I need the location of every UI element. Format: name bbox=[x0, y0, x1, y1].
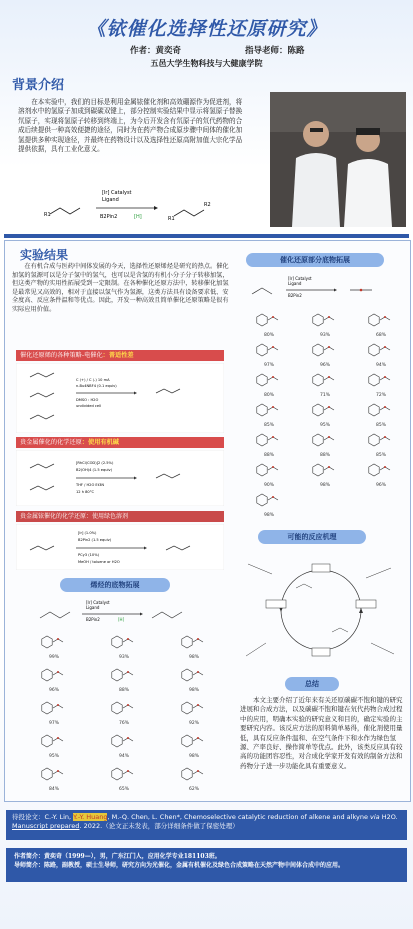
substrate-product bbox=[369, 464, 390, 488]
author-bio-box bbox=[6, 848, 407, 882]
svg-text:Ligand: Ligand bbox=[86, 605, 100, 610]
olefin-label-dot bbox=[127, 770, 129, 772]
intro-reaction-scheme bbox=[44, 180, 224, 224]
olefin-product bbox=[112, 735, 133, 759]
citation-h2o: H2O. bbox=[379, 813, 398, 821]
results-heading: 实验结果 bbox=[20, 248, 69, 262]
citation-highlight-author: Y.-Y. Huang bbox=[73, 813, 108, 821]
olefin-yield: 95% bbox=[49, 754, 60, 759]
olefin-ring bbox=[112, 669, 122, 681]
substrate-label-dot bbox=[328, 406, 330, 408]
substrate-label-dot bbox=[328, 436, 330, 438]
substrate-yield: 96% bbox=[376, 483, 387, 488]
noble-metal-scheme bbox=[16, 450, 224, 506]
olefin-ring bbox=[182, 669, 192, 681]
substrate-product bbox=[369, 374, 390, 398]
substrate-yield: 80% bbox=[264, 333, 275, 338]
substrate-yield: 90% bbox=[264, 483, 275, 488]
olefin-yield: 97% bbox=[49, 721, 60, 726]
substrate-product bbox=[313, 314, 334, 338]
svg-text:R1: R1 bbox=[44, 212, 51, 218]
olefin-ring bbox=[182, 768, 192, 780]
olefin-label-dot bbox=[57, 638, 59, 640]
mechanism-heading: 可能的反应机理 bbox=[258, 530, 366, 544]
olefin-ring bbox=[112, 735, 122, 747]
results-text: 在有机合成与医药中间体发展的今天，选择性还原烯烃是研究的热点。催化加氢的氢源可以是分子氢中的氢气，也可以是含氢的有机小分子分子转移加氢，但这类产物的实用性拓展受到一定限制。在各种催化还原方法中，转移催化加氢是最常见又高效的，相对于直接以氢气作为氢源，这类方法具有设备要求低、安全度高、反应条件温和等优点。因此，开发一种高效且简单催化还原策略是很有实际应用价值。 bbox=[12, 263, 229, 313]
olefin-product bbox=[112, 636, 133, 660]
substrate-label-dot bbox=[328, 316, 330, 318]
section-divider bbox=[4, 234, 409, 238]
substrate-label-dot bbox=[272, 466, 274, 468]
svg-text:[Ir] Catalyst: [Ir] Catalyst bbox=[288, 276, 312, 281]
substrate-product bbox=[369, 404, 390, 428]
svg-text:DMSO : H2O: DMSO : H2O bbox=[76, 398, 99, 402]
olefin-label-dot bbox=[127, 737, 129, 739]
olefin-product bbox=[112, 768, 133, 792]
olefin-yield: 88% bbox=[119, 688, 130, 693]
olefin-products-grid bbox=[18, 630, 228, 798]
substrate-label-dot bbox=[328, 376, 330, 378]
olefin-product bbox=[42, 702, 63, 726]
olefin-ring bbox=[112, 702, 122, 714]
substrate-product bbox=[369, 434, 390, 458]
substrate-scope-heading: 催化还原部分底物拓展 bbox=[246, 253, 384, 267]
svg-text:PCy3 (10%): PCy3 (10%) bbox=[78, 553, 100, 557]
olefin-product bbox=[182, 768, 203, 792]
olefin-label-dot bbox=[197, 770, 199, 772]
olefin-product bbox=[182, 735, 203, 759]
olefin-yield: 94% bbox=[119, 754, 130, 759]
substrate-yield: 85% bbox=[376, 423, 387, 428]
olefin-yield: 98% bbox=[189, 688, 200, 693]
summary-text: 本文主要介绍了近年来有关还原碳碳不饱和键的研究进展和合成方法，以及碳碳不饱和键在氘代药物合成过程中的应用，明确本实验的研究意义和目的，确定实验的主要研究内容。该反应方法的原料简单易得，催化剂使用量低，具有反应条件温和、在空气条件下和水作为绿色氢源、产率良好、操作简单等优点。此外，该类反应具有较高的功能团容忍性，对合成化学家开发有效的制备方法和药物分子进一步功能化具有重要意义。 bbox=[240, 696, 403, 770]
olefin-label-dot bbox=[197, 671, 199, 673]
olefin-product bbox=[42, 636, 63, 660]
substrate-ring bbox=[257, 494, 267, 506]
substrate-yield: 68% bbox=[376, 333, 387, 338]
strategy-bar-noble-tag: ：使用有机碱 bbox=[81, 439, 119, 446]
svg-text:C (+) / C (-) 10 mA: C (+) / C (-) 10 mA bbox=[76, 378, 110, 382]
substrate-yield: 88% bbox=[264, 453, 275, 458]
background-heading: 背景介绍 bbox=[12, 78, 65, 93]
substrate-product bbox=[369, 314, 390, 338]
citation-year: . 2022. bbox=[79, 822, 103, 830]
substrate-ring bbox=[257, 374, 267, 386]
substrate-label-dot bbox=[272, 346, 274, 348]
svg-text:[RhCl(COD)]2 (2.5%): [RhCl(COD)]2 (2.5%) bbox=[76, 461, 114, 465]
svg-text:B2Pin2: B2Pin2 bbox=[288, 293, 302, 298]
svg-text:R1: R1 bbox=[168, 216, 175, 222]
olefin-label-dot bbox=[57, 770, 59, 772]
citation-prefix: 待投论文：C.-Y. Lin, bbox=[12, 813, 74, 821]
substrate-label-dot bbox=[328, 346, 330, 348]
substrate-label-dot bbox=[384, 466, 386, 468]
svg-text:[Ir] (1.0%): [Ir] (1.0%) bbox=[78, 531, 97, 535]
substrate-ring bbox=[313, 464, 323, 476]
substrate-label-dot bbox=[272, 436, 274, 438]
olefin-ring bbox=[42, 636, 52, 648]
citation-title: , M.-Q. Chen, L. Chen*, Chemoselective catalytic reduction of alkene and alkyne bbox=[107, 813, 371, 821]
olefin-label-dot bbox=[127, 638, 129, 640]
summary-heading: 总结 bbox=[285, 677, 339, 691]
olefin-label-dot bbox=[197, 704, 199, 706]
strategy-bar-noble-label: 贵金属催化的化学还原 bbox=[20, 439, 82, 446]
substrate-yield: 97% bbox=[264, 363, 275, 368]
strategy-bar-noble bbox=[16, 437, 224, 448]
olefin-product bbox=[182, 669, 203, 693]
olefin-label-dot bbox=[197, 737, 199, 739]
svg-text:MeOH / toluene or H2O: MeOH / toluene or H2O bbox=[78, 560, 120, 564]
author-bio: 作者简介：黄奕奇（1999—），男，广东江门人，应用化学专业181103班。 bbox=[14, 853, 221, 860]
svg-text:B2Pin2 (1.5 equiv): B2Pin2 (1.5 equiv) bbox=[78, 538, 112, 542]
svg-text:[H]: [H] bbox=[118, 617, 125, 622]
olefin-product bbox=[112, 702, 133, 726]
olefin-yield: 93% bbox=[119, 655, 130, 660]
strategy-bar-iridium bbox=[16, 511, 224, 522]
olefin-ring bbox=[42, 702, 52, 714]
substrate-yield: 98% bbox=[264, 513, 275, 518]
substrate-yield: 96% bbox=[320, 363, 331, 368]
poster-title: 《铱催化选择性还原研究》 bbox=[86, 18, 327, 40]
substrate-scheme bbox=[246, 270, 396, 304]
olefin-yield: 65% bbox=[119, 787, 130, 792]
svg-text:[Ir] Catalyst: [Ir] Catalyst bbox=[86, 600, 110, 605]
substrate-ring bbox=[313, 314, 323, 326]
substrate-label-dot bbox=[272, 406, 274, 408]
substrate-label-dot bbox=[384, 346, 386, 348]
substrate-ring bbox=[369, 434, 379, 446]
olefin-yield: 62% bbox=[189, 787, 200, 792]
substrate-ring bbox=[313, 404, 323, 416]
substrate-ring bbox=[369, 404, 379, 416]
school-name: 五邑大学生物科技与大健康学院 bbox=[150, 59, 263, 68]
svg-text:undivided cell: undivided cell bbox=[76, 404, 102, 408]
substrate-ring bbox=[369, 314, 379, 326]
olefin-product bbox=[182, 636, 203, 660]
substrate-product bbox=[257, 374, 278, 398]
substrate-product bbox=[257, 464, 278, 488]
strategy-bar-iridium-label: 贵金属铱催化的化学还原 bbox=[20, 513, 87, 520]
olefin-ring bbox=[112, 768, 122, 780]
citation-manuscript: Manuscript prepared bbox=[12, 822, 80, 830]
olefin-yield: 96% bbox=[49, 688, 60, 693]
substrate-label-dot bbox=[384, 436, 386, 438]
svg-text:n-Bu4NBF4 (0.1 equiv): n-Bu4NBF4 (0.1 equiv) bbox=[76, 384, 117, 388]
substrate-product bbox=[369, 344, 390, 368]
svg-text:B2(OH)4 (1.5 equiv): B2(OH)4 (1.5 equiv) bbox=[76, 468, 113, 472]
olefin-ring bbox=[42, 768, 52, 780]
olefin-scheme bbox=[30, 596, 200, 626]
olefin-product bbox=[182, 702, 203, 726]
iridium-scheme bbox=[16, 524, 224, 570]
substrate-product bbox=[257, 314, 278, 338]
olefin-ring bbox=[112, 636, 122, 648]
olefin-label-dot bbox=[127, 671, 129, 673]
svg-text:B2Pin2: B2Pin2 bbox=[86, 617, 100, 622]
olefin-yield: 99% bbox=[49, 655, 60, 660]
substrate-yield: 72% bbox=[376, 393, 387, 398]
substrate-label-dot bbox=[384, 376, 386, 378]
substrate-ring bbox=[257, 464, 267, 476]
svg-text:B2Pin2: B2Pin2 bbox=[100, 214, 118, 220]
olefin-ring bbox=[182, 636, 192, 648]
substrate-label-dot bbox=[272, 316, 274, 318]
svg-text:12 h 80°C: 12 h 80°C bbox=[76, 490, 95, 494]
olefin-yield: 76% bbox=[119, 721, 130, 726]
citation-box bbox=[6, 810, 407, 840]
strategy-bar-electro-tag: ：普适性差 bbox=[102, 352, 134, 359]
strategy-bar-electro-label: 催化还原烯的各种策略-电催化 bbox=[20, 352, 103, 359]
substrate-ring bbox=[313, 434, 323, 446]
author-name: 作者：黄奕奇 bbox=[130, 46, 182, 56]
substrate-product bbox=[313, 404, 334, 428]
background-text: 在本实验中，我们的目标是利用金属铱催化剂和高效硼源作为促进剂，将溶剂水中的氢原子加成到碳碳双键上，部分控制实验结果中显示将氢原子替换氘原子，实现将氢原子转移到终端上，为今后开发含有氘原子的氘代药物的合成后续提供一种高效便捷的途径，同时为在药产物合成原步骤中间体的催化加氢提供多种实现途径，并最终在药物设计以及选择性还原高附加值大宗化学品提供依据，具有工业化意义。 bbox=[18, 98, 243, 154]
substrate-ring bbox=[313, 344, 323, 356]
researchers-photo bbox=[270, 92, 406, 227]
svg-text:Ligand: Ligand bbox=[102, 197, 119, 203]
substrate-ring bbox=[369, 374, 379, 386]
olefin-product bbox=[112, 669, 133, 693]
substrate-yield: 85% bbox=[264, 423, 275, 428]
substrate-ring bbox=[313, 374, 323, 386]
substrate-yield: 93% bbox=[320, 333, 331, 338]
strategy-bar-electro bbox=[16, 350, 224, 361]
citation-via: via bbox=[370, 813, 380, 821]
substrate-label-dot bbox=[384, 316, 386, 318]
olefin-ring bbox=[182, 702, 192, 714]
substrate-ring bbox=[369, 464, 379, 476]
olefin-label-dot bbox=[197, 638, 199, 640]
substrate-label-dot bbox=[272, 376, 274, 378]
olefin-ring bbox=[42, 735, 52, 747]
svg-text:[Ir] Catalyst: [Ir] Catalyst bbox=[102, 190, 132, 196]
olefin-yield: 98% bbox=[189, 655, 200, 660]
olefin-ring bbox=[42, 669, 52, 681]
svg-text:THF / H2O Et3N: THF / H2O Et3N bbox=[76, 483, 105, 487]
olefin-product bbox=[42, 735, 63, 759]
olefin-product bbox=[42, 669, 63, 693]
substrate-product bbox=[313, 464, 334, 488]
substrate-yield: 71% bbox=[320, 393, 331, 398]
substrate-label-dot bbox=[384, 406, 386, 408]
olefin-label-dot bbox=[57, 704, 59, 706]
strategy-bar-iridium-tag: ：使用绿色溶剂 bbox=[86, 513, 129, 520]
substrate-yield: 95% bbox=[320, 423, 331, 428]
substrate-yield: 94% bbox=[376, 363, 387, 368]
advisor-bio: 导师简介：陈路，副教授，硕士生导师，研究方向为光催化，金属有机催化及绿色合成策略在天然产物中间体合成中的应用。 bbox=[14, 862, 345, 869]
substrate-products-grid bbox=[240, 308, 408, 522]
substrate-yield: 80% bbox=[264, 393, 275, 398]
substrate-label-dot bbox=[272, 496, 274, 498]
substrate-yield: 85% bbox=[376, 453, 387, 458]
substrate-yield: 88% bbox=[320, 453, 331, 458]
substrate-ring bbox=[369, 344, 379, 356]
substrate-product bbox=[257, 404, 278, 428]
olefin-yield: 98% bbox=[189, 754, 200, 759]
substrate-product bbox=[257, 494, 278, 518]
advisor-name: 指导老师：陈路 bbox=[245, 46, 305, 56]
substrate-product bbox=[313, 374, 334, 398]
olefin-label-dot bbox=[57, 737, 59, 739]
substrate-ring bbox=[257, 434, 267, 446]
olefin-yield: 84% bbox=[49, 787, 60, 792]
substrate-product bbox=[257, 344, 278, 368]
substrate-label-dot bbox=[328, 466, 330, 468]
svg-text:[H]: [H] bbox=[134, 214, 142, 220]
svg-text:Ligand: Ligand bbox=[288, 281, 302, 286]
olefin-label-dot bbox=[57, 671, 59, 673]
substrate-ring bbox=[257, 404, 267, 416]
substrate-product bbox=[313, 434, 334, 458]
substrate-product bbox=[257, 434, 278, 458]
electro-scheme bbox=[16, 363, 224, 433]
citation-note: （论文正未发表，部分详细条件做了保密处理） bbox=[102, 822, 239, 830]
svg-text:R2: R2 bbox=[204, 202, 211, 208]
olefin-yield: 92% bbox=[189, 721, 200, 726]
olefin-ring bbox=[182, 735, 192, 747]
olefin-scope-heading: 烯烃的底物拓展 bbox=[60, 578, 170, 592]
substrate-ring bbox=[257, 314, 267, 326]
olefin-label-dot bbox=[127, 704, 129, 706]
mechanism-cycle bbox=[236, 548, 406, 668]
substrate-yield: 98% bbox=[320, 483, 331, 488]
substrate-ring bbox=[257, 344, 267, 356]
olefin-product bbox=[42, 768, 63, 792]
substrate-product bbox=[313, 344, 334, 368]
